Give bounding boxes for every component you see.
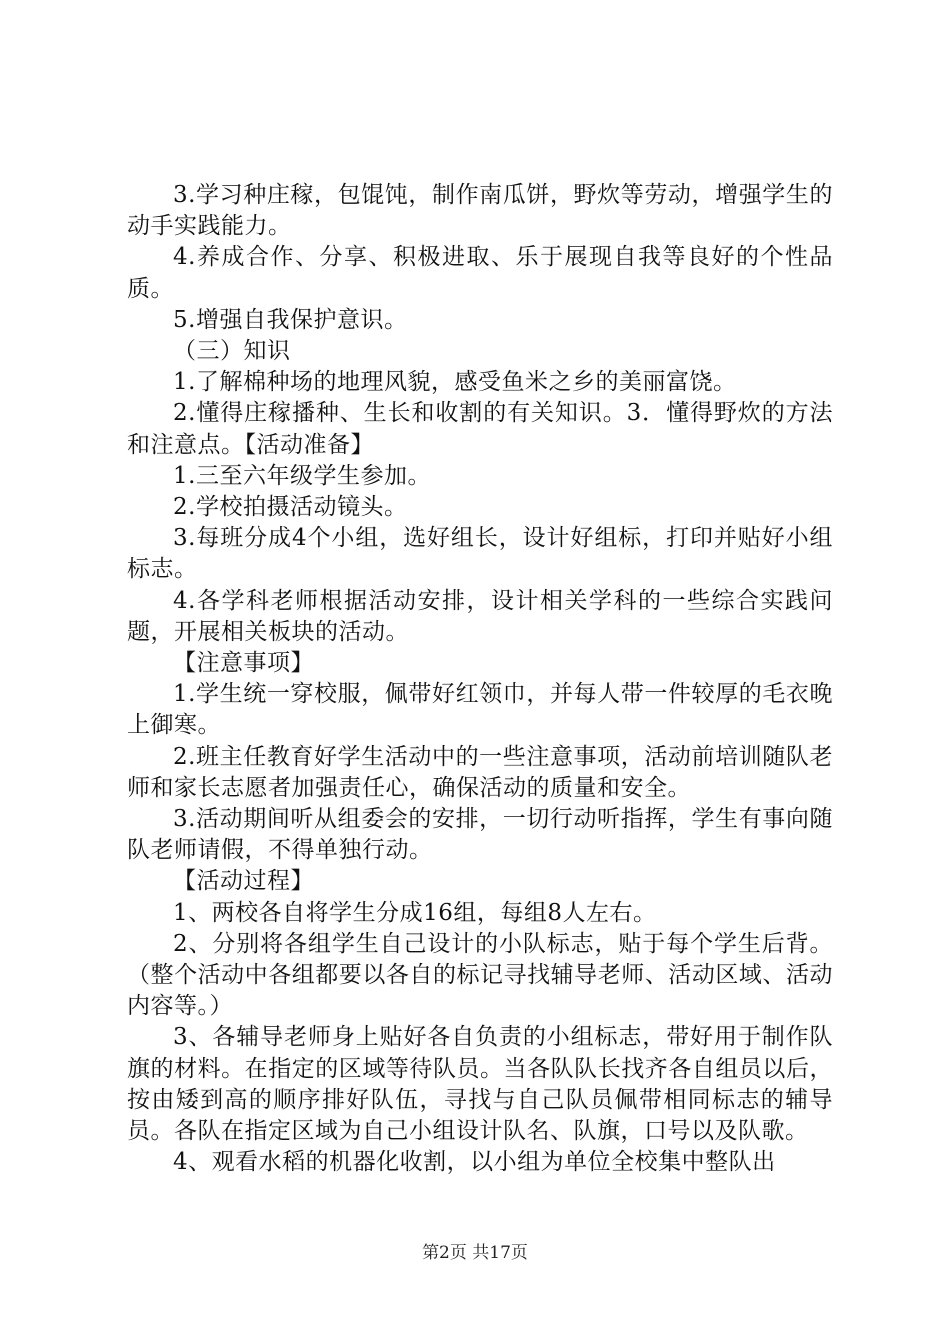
section-heading: 【活动过程】	[173, 868, 314, 895]
page-number-footer: 第2页 共17页	[422, 1243, 528, 1263]
paragraph: 2.班主任教育好学生活动中的一些注意事项，活动前培训随队老师和家长志愿者加强责任心，确保活动的质量和安全。	[127, 743, 833, 801]
paragraph: 4、观看水稻的机器化收割，以小组为单位全校集中整队出	[173, 1149, 776, 1176]
paragraph: 2.懂得庄稼播种、生长和收割的有关知识。3．懂得野炊的方法和注意点。【活动准备】	[127, 400, 833, 458]
paragraph: 5.增强自我保护意识。	[173, 306, 408, 333]
paragraph: 3.每班分成4个小组，选好组长，设计好组标，打印并贴好小组标志。	[127, 525, 833, 583]
paragraph: 3.学习种庄稼，包馄饨，制作南瓜饼，野炊等劳动，增强学生的动手实践能力。	[127, 182, 833, 240]
paragraph: 3.活动期间听从组委会的安排，一切行动听指挥，学生有事向随队老师请假，不得单独行动。	[127, 806, 833, 864]
paragraph: 2.学校拍摄活动镜头。	[173, 494, 408, 521]
paragraph: 2、分别将各组学生自己设计的小队标志，贴于每个学生后背。（整个活动中各组都要以各自的标记寻找辅导老师、活动区域、活动内容等。）	[127, 930, 833, 1020]
paragraph: 1.了解棉种场的地理风貌，感受鱼米之乡的美丽富饶。	[173, 369, 737, 396]
section-heading: 【注意事项】	[173, 650, 314, 677]
paragraph: 4.各学科老师根据活动安排，设计相关学科的一些综合实践问题，开展相关板块的活动。	[127, 587, 833, 645]
paragraph: 1.学生统一穿校服，佩带好红领巾，并每人带一件较厚的毛衣晚上御寒。	[127, 681, 833, 739]
paragraph: 1、两校各自将学生分成16组，每组8人左右。	[173, 899, 657, 926]
document-body	[127, 180, 833, 1179]
section-heading: （三）知识	[173, 338, 291, 365]
paragraph: 4.养成合作、分享、积极进取、乐于展现自我等良好的个性品质。	[127, 244, 833, 302]
paragraph: 3、各辅导老师身上贴好各自负责的小组标志，带好用于制作队旗的材料。在指定的区域等待队员。当各队队长找齐各自组员以后，按由矮到高的顺序排好队伍，寻找与自己队员佩带相同标志的辅导员。各队在指定区域为自己小组设计队名、队旗，口号以及队歌。	[127, 1024, 833, 1145]
paragraph: 1.三至六年级学生参加。	[173, 462, 431, 489]
